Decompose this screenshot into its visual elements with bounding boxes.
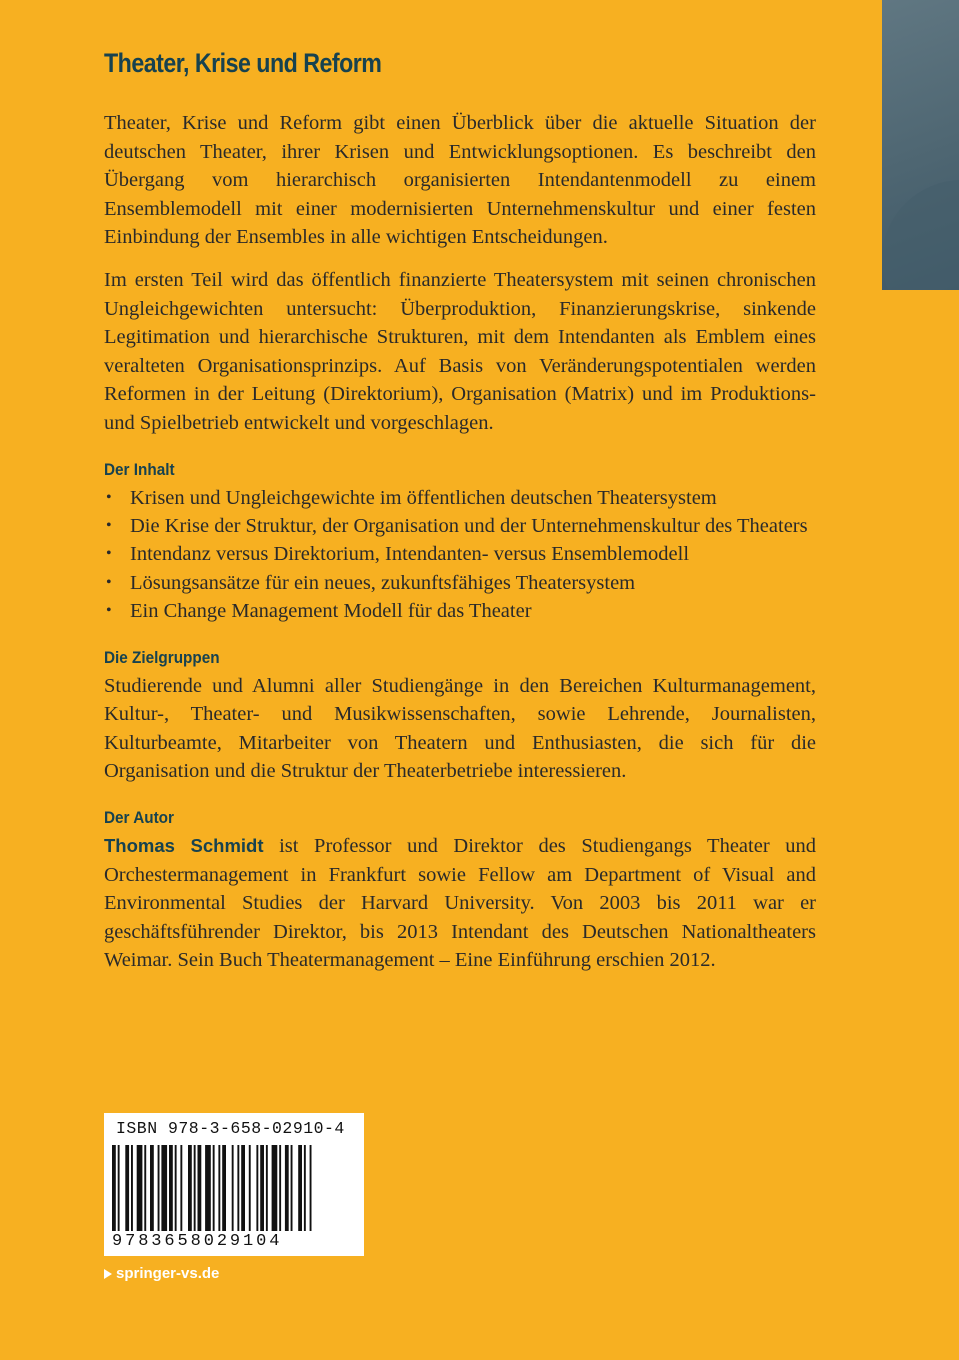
play-arrow-icon (104, 1269, 112, 1279)
bullet-icon: • (106, 516, 112, 534)
bullet-icon: • (106, 573, 112, 591)
bullet-icon: • (106, 545, 112, 563)
list-item (104, 569, 816, 597)
author-name: Thomas Schmidt (104, 834, 264, 856)
list-item-text: Ein Change Management Modell für das Theater (130, 600, 532, 623)
intro-paragraph-2: Im ersten Teil wird das öffentlich finanzierte Theatersystem mit seinen chronischen Ungleichgewichten untersucht: Überproduktion, Finanzierungskrise, sinkende Legitimation und hierarchische Strukturen, mit dem Intendanten als Emblem eines veralteten Organisationsprinzips. Auf Basis von Veränderungspotentialen werden Reformen in der Leitung (Direktorium), Organisation (Matrix) und im Produktions- und Spielbetrieb entwickelt und vorgeschlagen. (104, 268, 816, 434)
bullet-icon: • (106, 488, 112, 506)
website-link[interactable] (104, 1265, 219, 1282)
website-text: springer-vs.de (116, 1265, 220, 1282)
barcode-box (104, 1113, 364, 1256)
book-title: Theater, Krise und Reform (104, 48, 382, 78)
intro-paragraph-1: Theater, Krise und Reform gibt einen Überblick über die aktuelle Situation der deutschen Theater, ihrer Krisen und Entwicklungsoptionen. Es beschreibt den Übergang vom hierarchisch organisierten Intendantenmodell zu einem Ensemblemodell mit einer modernisierten Unternehmenskultur und einer festen Einbindung der Ensembles in alle wichtigen Entscheidungen. (104, 112, 816, 249)
inhalt-heading: Der Inhalt (104, 459, 175, 479)
bullet-icon: • (106, 602, 112, 620)
autor-text (104, 832, 816, 975)
author-bio: ist Professor und Direktor des Studiengangs Theater und Orchestermanagement in Frankfurt sowie Fellow am Department of Visual and Environmental Studies der Harvard University. Von 2003 bis 2011 war er geschäftsführender Direktor, bis 2013 Intendant des Deutschen Nationaltheaters Weimar. Sein Buch Theatermanagement – Eine Einführung erschien 2012. (104, 834, 816, 972)
barcode-digits: 9783658029104 (112, 1232, 283, 1251)
list-item-text: Lösungsansätze für ein neues, zukunftsfähiges Theatersystem (130, 571, 636, 594)
list-item-text: Intendanz versus Direktorium, Intendanten- versus Ensemblemodell (130, 543, 690, 566)
list-item (104, 512, 816, 540)
list-item (104, 540, 816, 568)
list-item (104, 597, 816, 625)
isbn-label: ISBN 978-3-658-02910-4 (116, 1119, 345, 1138)
inhalt-list (104, 484, 816, 626)
corner-panel (882, 0, 959, 290)
list-item-text: Die Krise der Struktur, der Organisation und der Unternehmenskultur des Theaters (130, 514, 808, 537)
back-cover-content (104, 40, 816, 989)
zielgruppen-text: Studierende und Alumni aller Studiengänge in den Bereichen Kulturmanagement, Kultur-, Theater- und Musikwissenschaften, sowie Lehrende, Journalisten, Kulturbeamte, Mitarbeiter von Theatern und Enthusiasten, die sich für die Organisation und die Struktur der Theaterbetriebe interessieren. (104, 674, 816, 783)
corner-panel-curve (882, 180, 959, 290)
list-item-text: Krisen und Ungleichgewichte im öffentlichen deutschen Theatersystem (130, 486, 717, 509)
barcode-icon (112, 1145, 356, 1231)
list-item (104, 484, 816, 512)
zielgruppen-heading: Die Zielgruppen (104, 647, 220, 667)
autor-heading: Der Autor (104, 807, 174, 827)
